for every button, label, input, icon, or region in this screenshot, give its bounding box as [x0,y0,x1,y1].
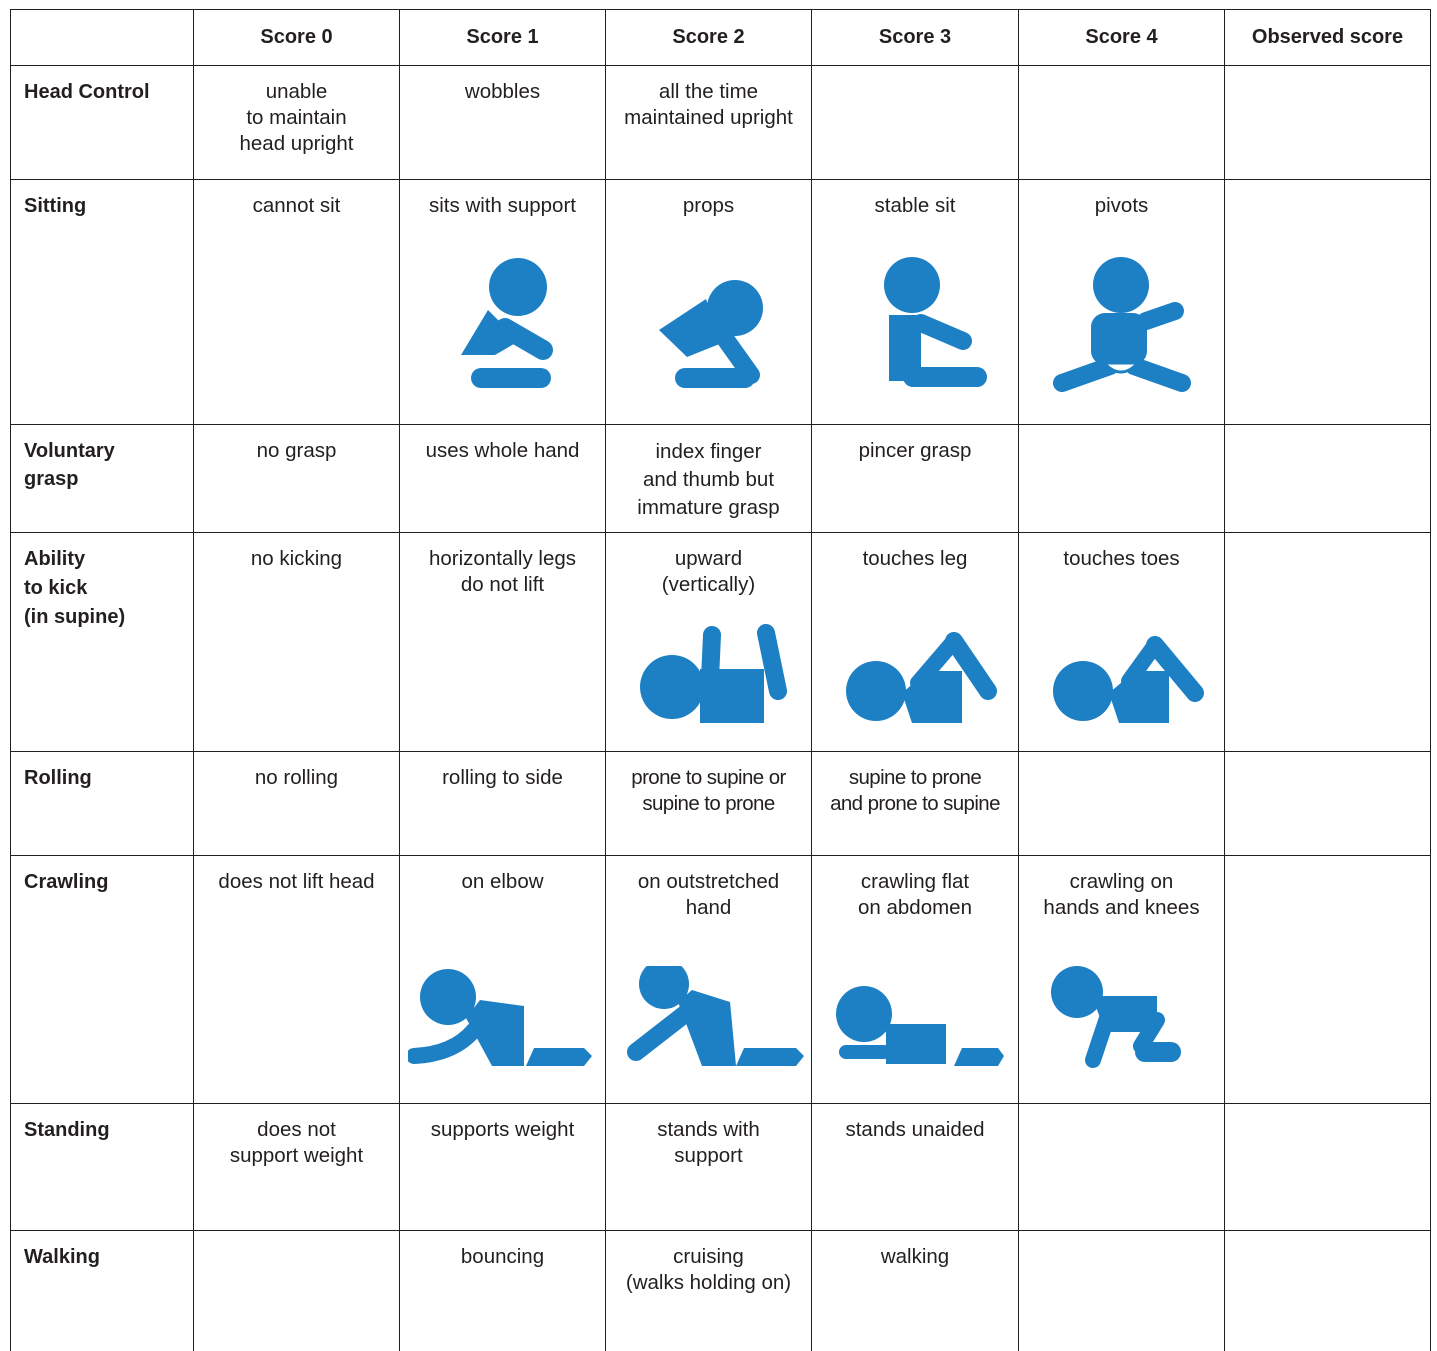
row-label-walking: Walking [11,1231,194,1351]
cell-text: crawling flat on abdomen [858,870,972,919]
cell-head-control-score-4 [1019,66,1225,180]
cell-text: walking [880,1245,950,1268]
cell-text: does not support weight [229,1118,364,1167]
baby-hands-and-knees-icon [1027,966,1217,1076]
cell-head-control-score-0 [194,66,400,180]
cell-text: horizontally legs do not lift [429,547,576,596]
cell-head-control-score-3 [812,66,1019,180]
cell-text: uses whole hand [425,439,580,462]
cell-head-control-score-2 [606,66,812,180]
cell-text: touches toes [1063,547,1180,570]
cell-rolling-score-3 [812,752,1019,856]
baby-stable-sit-icon [835,255,995,395]
cell-standing-score-2 [606,1104,812,1231]
motor-assessment-table [10,9,1431,1351]
assessment-table-container [10,9,1431,1351]
cell-text: on outstretched hand [637,870,780,919]
header-blank [11,10,194,66]
cell-sitting-score-3 [812,180,1019,425]
cell-crawling-score-2 [606,856,812,1104]
cell-text: touches leg [862,547,968,570]
cell-walking-score-4 [1019,1231,1225,1351]
cell-walking-score-0 [194,1231,400,1351]
row-head-control [11,66,1431,180]
cell-standing-score-3 [812,1104,1019,1231]
cell-sitting-score-0 [194,180,400,425]
row-ability-to-kick [11,533,1431,752]
row-label-standing: Standing [11,1104,194,1231]
cell-text: stable sit [874,194,956,217]
cell-rolling-observed[interactable] [1225,752,1431,856]
header-score-2: Score 2 [606,10,812,66]
cell-sitting-score-2 [606,180,812,425]
cell-text: does not lift head [218,870,375,893]
cell-text: no kicking [250,547,343,570]
cell-text: no rolling [254,766,339,789]
cell-crawling-score-3 [812,856,1019,1104]
baby-crawling-flat-icon [820,966,1010,1076]
cell-standing-observed[interactable] [1225,1104,1431,1231]
cell-text: props [682,194,735,217]
baby-on-elbow-icon [408,966,598,1076]
header-score-3: Score 3 [812,10,1019,66]
cell-text: prone to supine or supine to prone [631,766,786,815]
header-observed-score: Observed score [1225,10,1431,66]
cell-text: bouncing [460,1245,545,1268]
header-score-4: Score 4 [1019,10,1225,66]
cell-text: pincer grasp [858,439,972,462]
cell-text: on elbow [461,870,544,893]
row-walking [11,1231,1431,1351]
cell-text: stands with support [657,1118,760,1167]
cell-sitting-score-1 [400,180,606,425]
header-score-1: Score 1 [400,10,606,66]
row-rolling [11,752,1431,856]
cell-grasp-score-4 [1019,425,1225,533]
cell-text: supports weight [430,1118,575,1141]
cell-kick-score-1 [400,533,606,752]
cell-crawling-score-4 [1019,856,1225,1104]
cell-text: pivots [1094,194,1149,217]
cell-text: supine to prone and prone to supine [830,766,1000,815]
row-standing [11,1104,1431,1231]
baby-propping-icon [629,255,789,395]
cell-sitting-score-4 [1019,180,1225,425]
cell-text: cannot sit [252,194,341,217]
row-label-head-control: Head Control [11,66,194,180]
header-score-0: Score 0 [194,10,400,66]
cell-crawling-observed[interactable] [1225,856,1431,1104]
cell-crawling-score-1 [400,856,606,1104]
header-row [11,10,1431,66]
row-sitting [11,180,1431,425]
row-voluntary-grasp [11,425,1431,533]
cell-text: upward (vertically) [661,547,756,596]
baby-touches-leg-icon [830,623,1000,733]
baby-kick-upward-icon [624,623,794,733]
cell-grasp-score-2 [606,425,812,533]
cell-text: index finger and thumb but immature grasp [637,440,780,519]
cell-text: wobbles [464,80,541,103]
cell-kick-observed[interactable] [1225,533,1431,752]
row-label-voluntary-grasp: Voluntary grasp [11,425,194,533]
cell-rolling-score-2 [606,752,812,856]
cell-text: stands unaided [845,1118,985,1141]
cell-text: all the time maintained upright [624,80,793,129]
cell-standing-score-0 [194,1104,400,1231]
cell-grasp-score-3 [812,425,1019,533]
cell-kick-score-0 [194,533,400,752]
row-label-sitting: Sitting [11,180,194,425]
cell-text: no grasp [256,439,337,462]
cell-head-control-score-1 [400,66,606,180]
cell-crawling-score-0 [194,856,400,1104]
cell-text: rolling to side [442,766,563,789]
row-label-ability-to-kick: Ability to kick (in supine) [11,533,194,752]
cell-standing-score-1 [400,1104,606,1231]
cell-walking-score-2 [606,1231,812,1351]
row-label-rolling: Rolling [11,752,194,856]
cell-standing-score-4 [1019,1104,1225,1231]
row-label-crawling: Crawling [11,856,194,1104]
cell-head-control-observed[interactable] [1225,66,1431,180]
cell-kick-score-4 [1019,533,1225,752]
cell-walking-score-3 [812,1231,1019,1351]
cell-text: sits with support [429,194,576,217]
cell-text: unable to maintain head upright [239,80,354,155]
cell-grasp-score-1 [400,425,606,533]
baby-outstretched-hand-icon [614,966,804,1076]
cell-sitting-observed[interactable] [1225,180,1431,425]
row-crawling [11,856,1431,1104]
baby-pivoting-icon [1042,255,1202,395]
baby-touches-toes-icon [1037,623,1207,733]
cell-grasp-observed[interactable] [1225,425,1431,533]
cell-walking-observed[interactable] [1225,1231,1431,1351]
cell-grasp-score-0 [194,425,400,533]
cell-rolling-score-4 [1019,752,1225,856]
cell-rolling-score-1 [400,752,606,856]
cell-text: crawling on hands and knees [1043,870,1200,919]
cell-text: cruising (walks holding on) [625,1245,792,1294]
cell-rolling-score-0 [194,752,400,856]
cell-kick-score-2 [606,533,812,752]
cell-walking-score-1 [400,1231,606,1351]
baby-sitting-with-support-icon [423,255,583,395]
cell-kick-score-3 [812,533,1019,752]
